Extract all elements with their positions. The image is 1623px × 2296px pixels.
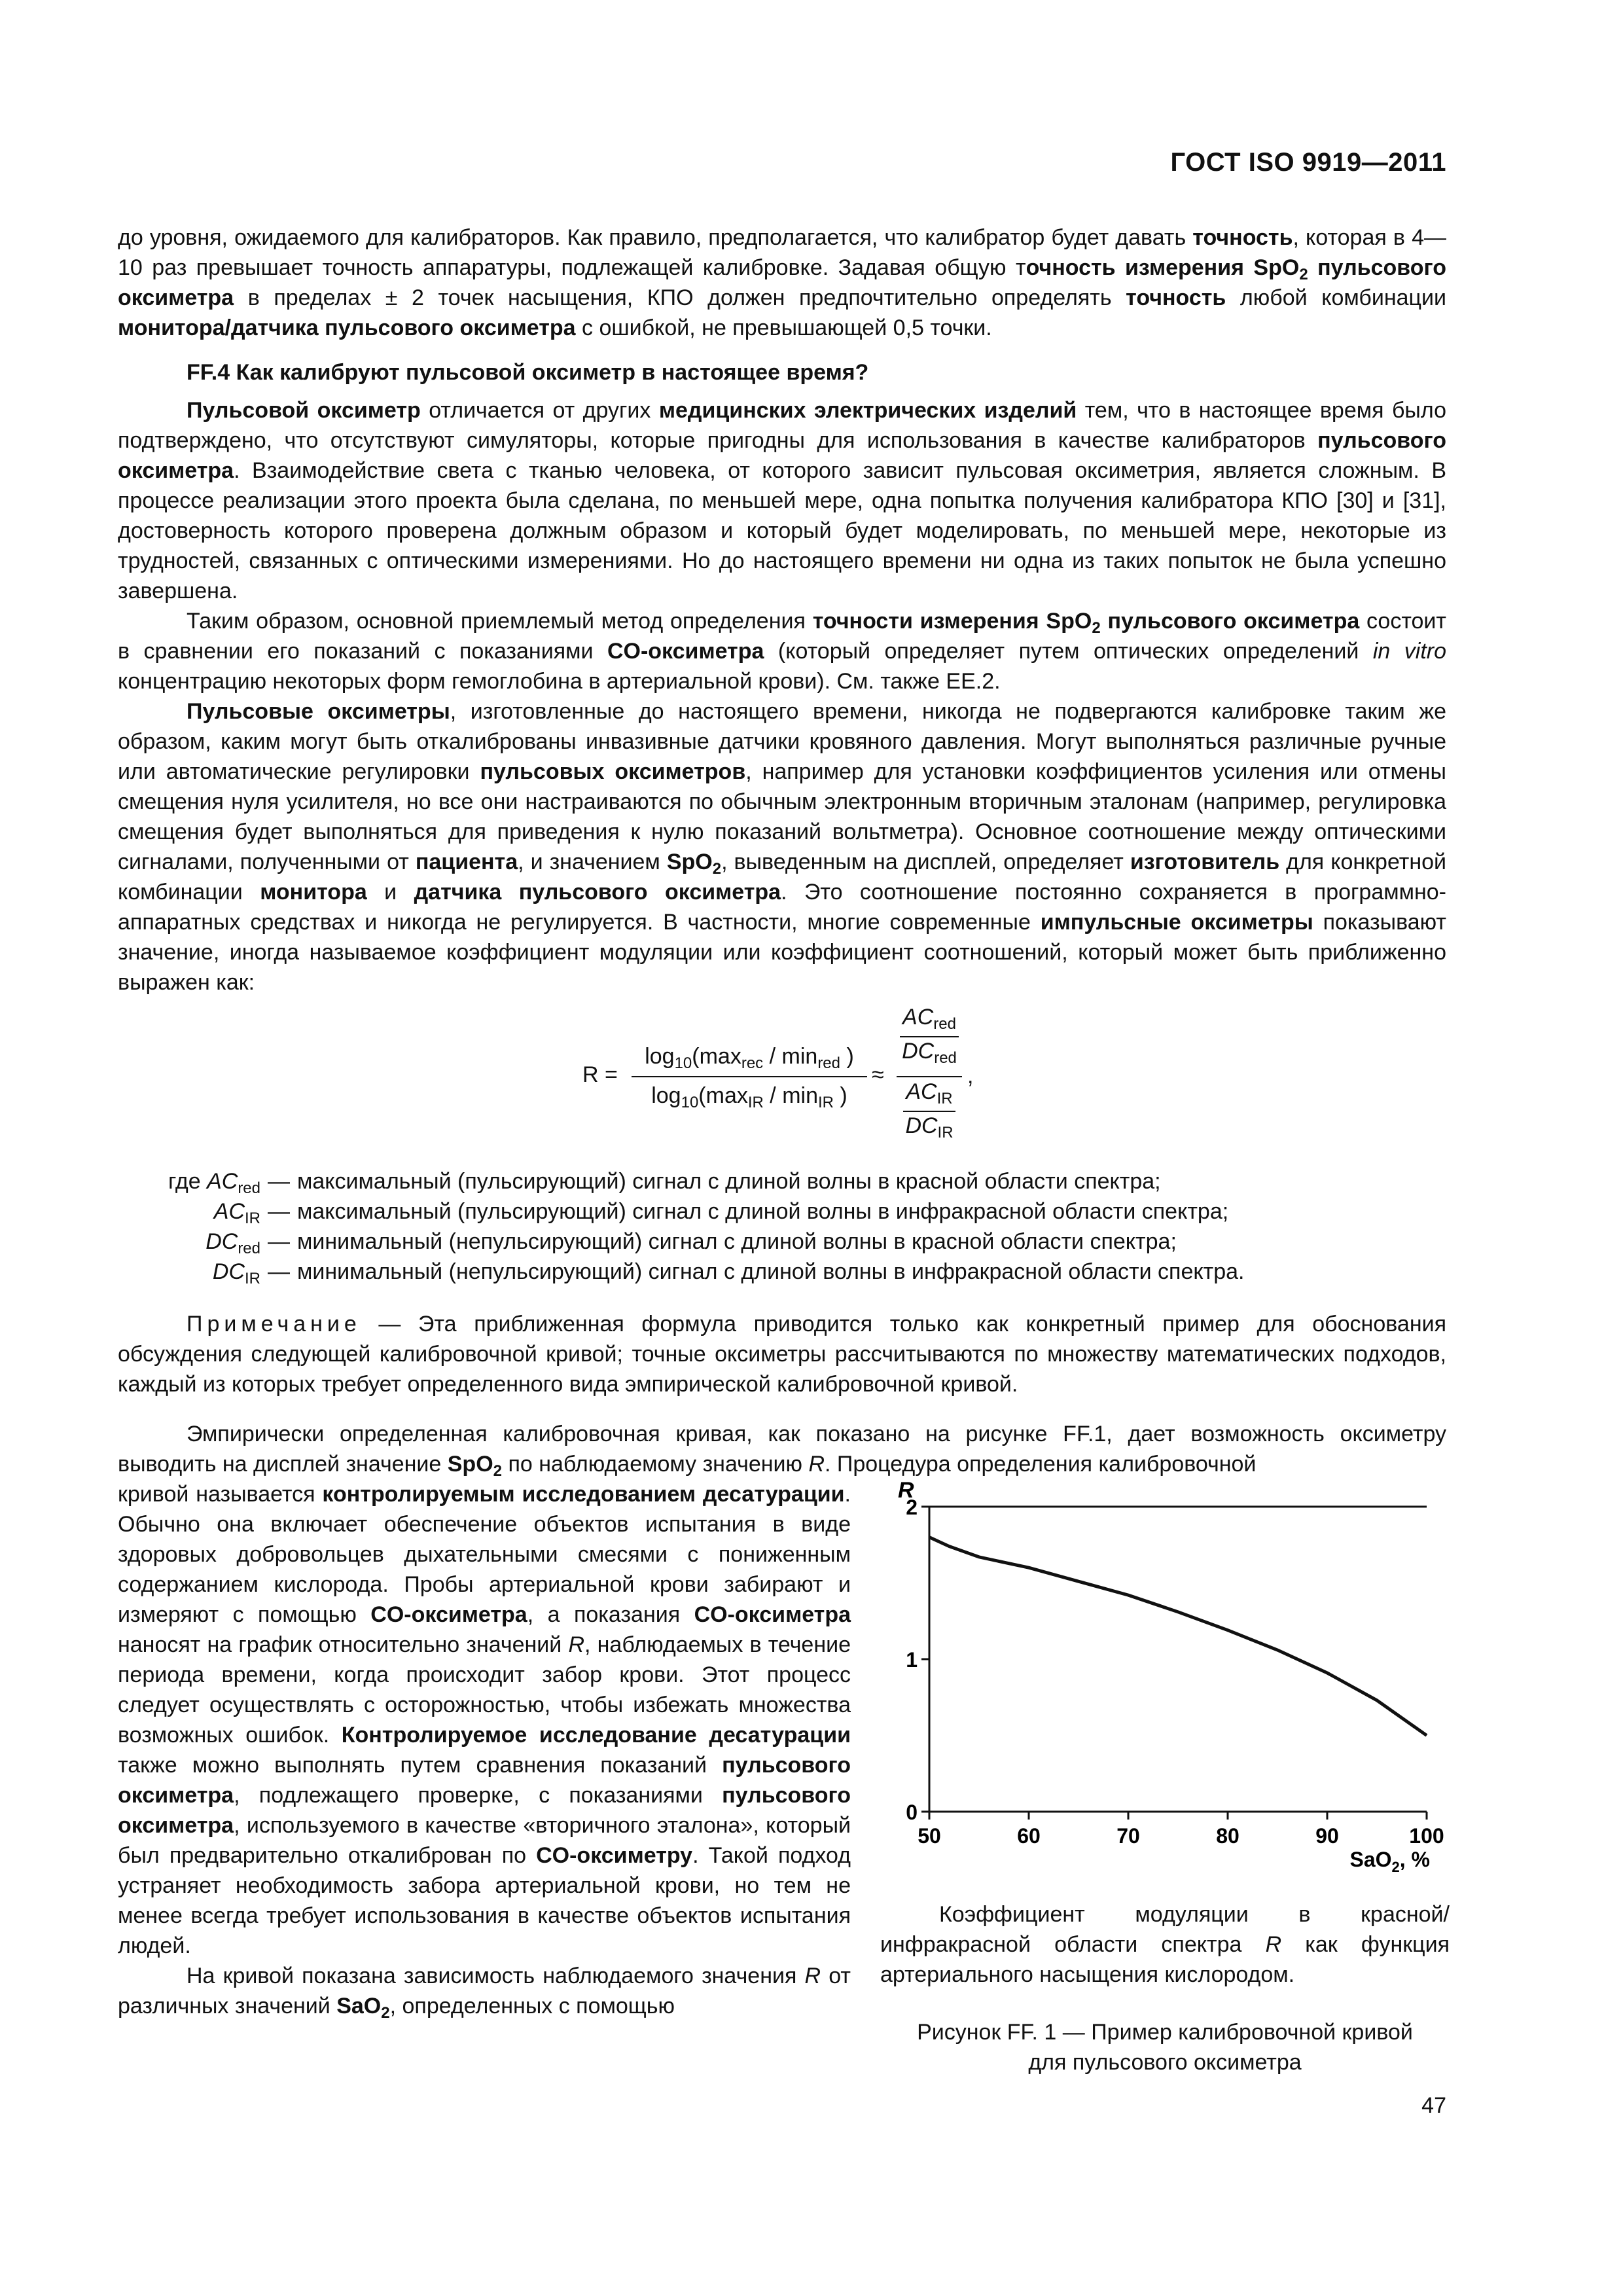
- left-column-text: [118, 1479, 851, 2021]
- formula-approx: ≈: [872, 1062, 884, 1087]
- x-axis-label: SaO$_2$, %: [1349, 1848, 1430, 1872]
- definition-item: $AC_{IR}$ — максимальный (пульсирующий) сигнал с длиной волны в инфракрасной области спектра;: [213, 1199, 1229, 1227]
- x-tick-label: 50: [918, 1824, 941, 1848]
- x-tick-label: 100: [1409, 1824, 1444, 1848]
- definition-item: $DC_{red}$ — минимальный (непульсирующий) сигнал с длиной волны в красной области спектра;: [205, 1229, 1177, 1257]
- paragraph-5-intro: Эмпирически определенная калибровочная кривая, как показано на рисунке FF.1, дает возможность оксиметру выводить на дисплей значение SpO$_2$ по наблюдаемому значению R. Процедура определения калибровочной: [118, 1422, 1446, 1480]
- fraction-bar-main: [632, 1076, 867, 1077]
- y-tick-label: 0: [906, 1801, 918, 1824]
- standard-number: ГОСТ ISO 9919—2011: [1170, 148, 1446, 177]
- paragraph-2: Пульсовой оксиметр отличается от других медицинских электрических изделий тем, что в настоящее время было подтверждено, что отсутствуют симуляторы, которые пригодны для использования в качестве калибраторов пульсового оксиметра. Взаимодействие света с тканью человека, от которого зависит пульсовая оксиметрия, является сложным. В процессе реализации этого проекта была сделана, по меньшей мере, одна попытка получения калибратора КПО [30] и [31], достоверность которого проверена должным образом и который будет моделировать, по меньшей мере, некоторые из трудностей, связанных с оптическими измерениями. Но до настоящего времени ни одна из таких попыток не была успешно завершена.: [118, 398, 1446, 603]
- calibration-curve-line: [929, 1537, 1427, 1736]
- ac-ir-num: $AC_{IR}$: [906, 1079, 953, 1107]
- formula-denominator: $\log_{10}(\max_{IR} / \min_{IR}$ ): [651, 1083, 847, 1111]
- y-tick-label: 1: [906, 1648, 918, 1672]
- x-tick-label: 80: [1216, 1824, 1240, 1848]
- definition-item: $DC_{IR}$ — минимальный (непульсирующий) сигнал с длиной волны в инфракрасной области спектра.: [212, 1259, 1245, 1287]
- calibration-curve-chart: [867, 1466, 1456, 1872]
- paragraph-6: На кривой показана зависимость наблюдаемого значения R от различных значений SaO$_2$, определенных с помощью: [118, 1964, 851, 2022]
- fraction-bar-ratio: [897, 1076, 962, 1077]
- formula-lhs: R =: [582, 1062, 618, 1087]
- ac-red-num: $AC_{red}$: [902, 1005, 956, 1033]
- fraction-bar-ir: [903, 1111, 955, 1112]
- paragraph-5-continued: кривой называется контролируемым исследованием десатурации. Обычно она включает обеспечение объектов испытания в виде здоровых добровольцев дыхательными смесями с пониженным содержанием кислорода. Пробы артериальной крови забирают и измеряют с помощью CO-оксиметра, а показания CO-оксиметра наносят на график относительно значений R, наблюдаемых в течение периода времени, когда происходит забор крови. Этот процесс следует осуществлять с осторожностью, чтобы избежать множества возможных ошибок. Контролируемое исследование десатурации также можно выполнять путем сравнения показаний пульсового оксиметра, подлежащего проверке, с показаниями пульсового оксиметра, используемого в качестве «вторичного эталона», который был предварительно откалиброван по CO-оксиметру. Такой подход устраняет необходимость забора артериальной крови, но тем не менее всегда требует использования в качестве объектов испытания людей.: [118, 1482, 851, 1958]
- y-tick-label: 2: [906, 1496, 918, 1519]
- dc-red-den: $DC_{red}$: [902, 1039, 957, 1067]
- formula-numerator: $\log_{10}(\max_{rec} / \min_{red}$ ): [645, 1044, 854, 1072]
- figure-title: Рисунок FF. 1 — Пример калибровочной кривой для пульсового оксиметра: [917, 2020, 1413, 2075]
- page-number: 47: [1421, 2093, 1446, 2118]
- formula-comma: ,: [967, 1064, 974, 1088]
- paragraph-4: Пульсовые оксиметры, изготовленные до настоящего времени, никогда не подвергаются калибровке таким же образом, каким могут быть откалиброваны инвазивные датчики кровяного давления. Могут выполняться различные ручные или автоматические регулировки пульсовых оксиметров, например для установки коэффициентов усиления или отмены смещения нуля усилителя, но все они настраиваются по обычным электронным вторичным эталонам (например, регулировка смещения будет выполняться для приведения к нулю показаний вольтметра). Основное соотношение между оптическими сигналами, полученными от пациента, и значением SpO$_2$, выведенным на дисплей, определяет изготовитель для конкретной комбинации монитора и датчика пульсового оксиметра. Это соотношение постоянно сохраняется в программно-аппаратных средствах и никогда не регулируется. В частности, многие современные импульсные оксиметры показывают значение, иногда называемое коэффициент модуляции или коэффициент соотношений, который может быть приближенно выражен как:: [118, 699, 1446, 995]
- paragraph-3: Таким образом, основной приемлемый метод определения точности измерения SpO$_2$ пульсового оксиметра состоит в сравнении его показаний с показаниями CO-оксиметра (который определяет путем оптических определений in vitro концентрацию некоторых форм гемоглобина в артериальной крови). См. также ЕЕ.2.: [118, 609, 1446, 694]
- fraction-bar-red: [900, 1036, 959, 1037]
- definition-item: где $AC_{red}$ — максимальный (пульсирующий) сигнал с длиной волны в красной области спектра;: [168, 1169, 1161, 1197]
- x-tick-label: 90: [1315, 1824, 1339, 1848]
- paragraph-1: до уровня, ожидаемого для калибраторов. Как правило, предполагается, что калибратор будет давать точность, которая в 4—10 раз превышает точность аппаратуры, подлежащей калибровке. Задавая общую точность измерения SpO$_2$ пульсового оксиметра в пределах ± 2 точек насыщения, КПО должен предпочтительно определять точность любой комбинации монитора/датчика пульсового оксиметра с ошибкой, не превышающей 0,5 точки.: [118, 225, 1447, 340]
- section-heading-block: [118, 357, 1446, 387]
- chart-ticks: [906, 1496, 1444, 1848]
- note-label: Примечание: [187, 1312, 361, 1336]
- x-tick-label: 70: [1116, 1824, 1140, 1848]
- modulation-ratio-formula: [576, 1005, 1034, 1142]
- section-heading: FF.4 Как калибруют пульсовой оксиметр в настоящее время?: [187, 360, 869, 385]
- chart-axes: [929, 1507, 1427, 1812]
- definitions-list: [118, 1166, 1446, 1287]
- figure-caption: Коэффициент модуляции в красной/инфракрасной области спектра R как функция артериального насыщения кислородом.: [880, 1902, 1450, 1987]
- dc-ir-den: $DC_{IR}$: [905, 1113, 954, 1141]
- y-axis-label: R: [898, 1478, 914, 1503]
- x-tick-label: 60: [1017, 1824, 1041, 1848]
- note-paragraph: Примечание — Эта приближенная формула приводится только как конкретный пример для обоснования обсуждения следующей калибровочной кривой; точные оксиметры рассчитываются по множеству математических подходов, каждый из которых требует определенного вида эмпирической калибровочной кривой.: [118, 1312, 1446, 1397]
